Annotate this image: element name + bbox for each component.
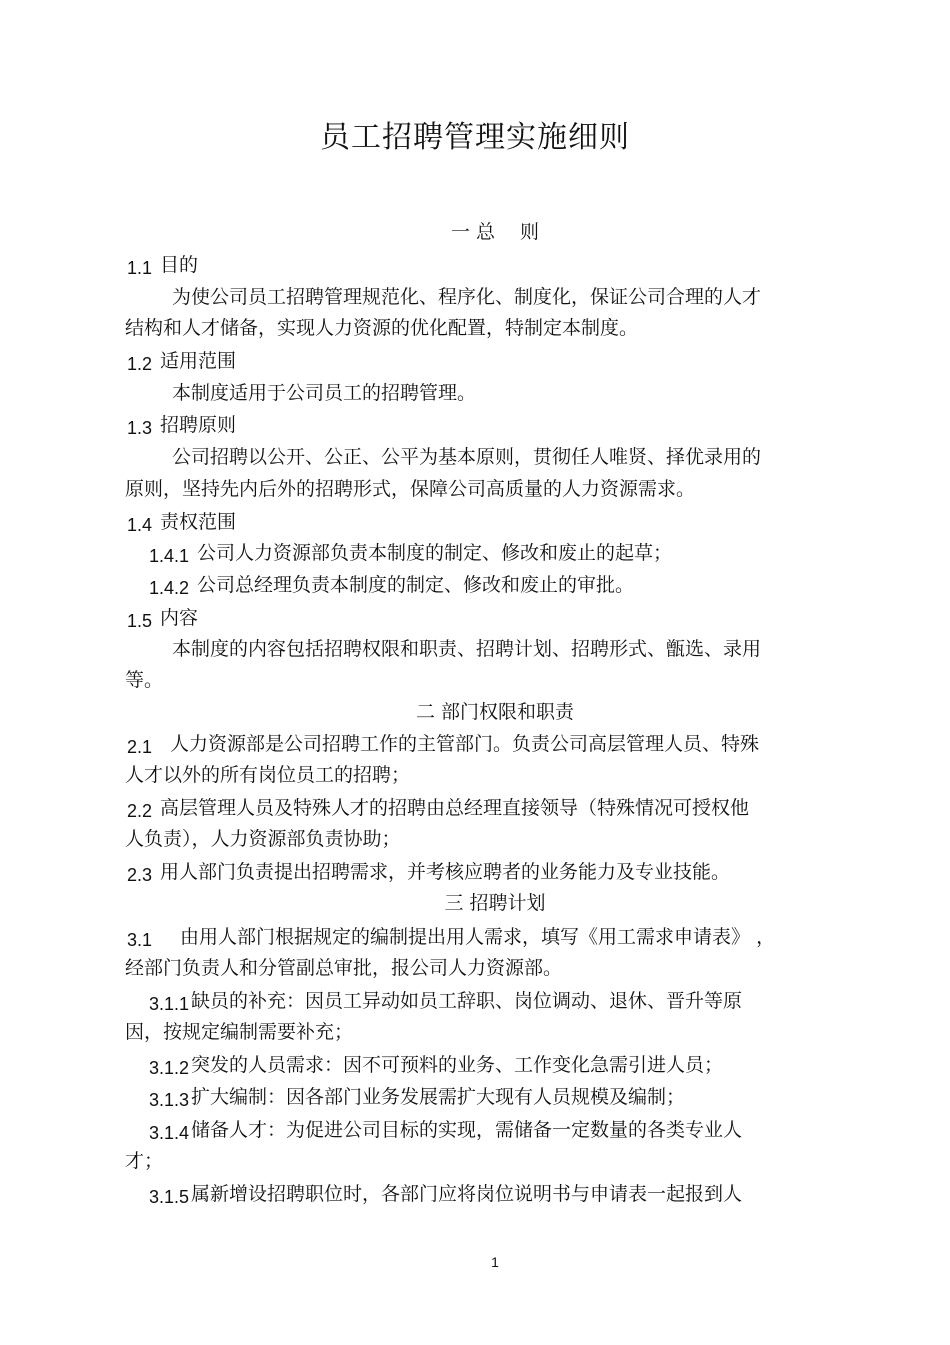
chapter-3-heading: 三 招聘计划 xyxy=(444,892,546,914)
section-title: 招聘原则 xyxy=(160,414,237,436)
paragraph-text: 高层管理人员及特殊人才的招聘由总经理直接领导（特殊情况可授权他 xyxy=(160,797,750,819)
paragraph-line: 因，按规定编制需要补充； xyxy=(125,1021,354,1043)
section-2-3 xyxy=(127,857,730,887)
subsection-1-4-2 xyxy=(149,570,634,600)
subsection-text: 公司总经理负责本制度的制定、修改和废止的审批。 xyxy=(197,574,635,596)
paragraph-line: 才； xyxy=(125,1150,164,1172)
section-number: 1.4 xyxy=(127,515,153,535)
section-number: 2.2 xyxy=(127,801,153,821)
paragraph-text: 缺员的补充：因员工异动如员工辞职、岗位调动、退休、晋升等原 xyxy=(191,990,743,1012)
paragraph-text: 突发的人员需求：因不可预料的业务、工作变化急需引进人员； xyxy=(191,1054,724,1076)
section-number: 1.4.2 xyxy=(149,578,190,598)
section-1-1-heading xyxy=(127,250,198,280)
paragraph-line: 公司招聘以公开、公正、公平为基本原则，贯彻任人唯贤、择优录用的 xyxy=(172,446,762,468)
paragraph-line: 为使公司员工招聘管理规范化、程序化、制度化，保证公司合理的人才 xyxy=(172,286,762,308)
section-1-4-heading xyxy=(127,507,236,537)
section-2-2 xyxy=(127,793,749,823)
paragraph-line: 本制度的内容包括招聘权限和职责、招聘计划、招聘形式、甑选、录用 xyxy=(172,638,762,660)
paragraph-line: 人负责），人力资源部负责协助； xyxy=(125,828,401,850)
paragraph-line: 等。 xyxy=(125,669,164,691)
paragraph-line: 结构和人才储备，实现人力资源的优化配置，特制定本制度。 xyxy=(125,317,639,339)
paragraph-line: 本制度适用于公司员工的招聘管理。 xyxy=(172,382,477,404)
section-2-1 xyxy=(127,729,759,759)
section-number: 3.1.4 xyxy=(149,1123,190,1143)
section-3-1 xyxy=(127,922,775,952)
paragraph-line: 经部门负责人和分管副总审批，报公司人力资源部。 xyxy=(125,957,563,979)
section-number: 3.1 xyxy=(127,930,153,950)
section-1-2-heading xyxy=(127,346,236,376)
section-1-3-heading xyxy=(127,410,236,440)
section-number: 3.1.5 xyxy=(149,1187,190,1207)
section-title: 责权范围 xyxy=(160,511,237,533)
section-number: 2.3 xyxy=(127,865,153,885)
paragraph-text: 属新增设招聘职位时，各部门应将岗位说明书与申请表一起报到人 xyxy=(191,1183,743,1205)
section-number: 3.1.1 xyxy=(149,994,190,1014)
subsection-3-1-3 xyxy=(149,1082,685,1112)
section-title: 适用范围 xyxy=(160,350,237,372)
document-title: 员工招聘管理实施细则 xyxy=(320,120,630,155)
subsection-1-4-1 xyxy=(149,538,672,568)
section-title: 内容 xyxy=(160,607,199,629)
section-number: 1.1 xyxy=(127,258,153,278)
section-number: 3.1.3 xyxy=(149,1090,190,1110)
subsection-3-1-2 xyxy=(149,1050,723,1080)
section-number: 1.3 xyxy=(127,418,153,438)
paragraph-line: 原则，坚持先内后外的招聘形式，保障公司高质量的人力资源需求。 xyxy=(125,478,696,500)
section-1-5-heading xyxy=(127,603,198,633)
section-number: 3.1.2 xyxy=(149,1058,190,1078)
paragraph-text: 用人部门负责提出招聘需求，并考核应聘者的业务能力及专业技能。 xyxy=(160,861,731,883)
paragraph-text: 人力资源部是公司招聘工作的主管部门。负责公司高层管理人员、特殊 xyxy=(170,733,760,755)
section-number: 1.5 xyxy=(127,611,153,631)
section-number: 1.2 xyxy=(127,354,153,374)
page-number: 1 xyxy=(491,1254,499,1270)
subsection-text: 公司人力资源部负责本制度的制定、修改和废止的起草； xyxy=(197,542,673,564)
paragraph-text: 扩大编制：因各部门业务发展需扩大现有人员规模及编制； xyxy=(191,1086,686,1108)
section-title: 目的 xyxy=(160,254,199,276)
section-number: 2.1 xyxy=(127,737,153,757)
section-number: 1.4.1 xyxy=(149,546,190,566)
subsection-3-1-1 xyxy=(149,986,742,1016)
paragraph-text: 储备人才：为促进公司目标的实现，需储备一定数量的各类专业人 xyxy=(191,1119,743,1141)
paragraph-text: 由用人部门根据规定的编制提出用人需求，填写《用工需求申请表》 ， xyxy=(180,926,776,948)
subsection-3-1-5 xyxy=(149,1179,742,1209)
chapter-2-heading: 二 部门权限和职责 xyxy=(415,701,575,723)
chapter-1-heading: 一 总 则 xyxy=(450,221,540,243)
paragraph-line: 人才以外的所有岗位员工的招聘； xyxy=(125,764,411,786)
subsection-3-1-4 xyxy=(149,1115,742,1145)
